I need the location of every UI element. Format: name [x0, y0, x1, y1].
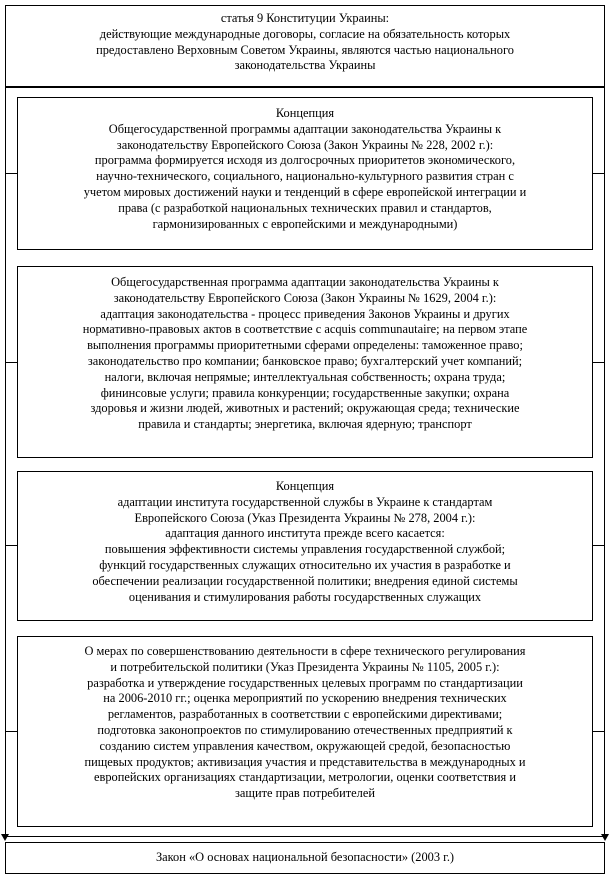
decree-block-4 [17, 636, 593, 827]
block-line: созданию систем управления качеством, окружающей средой, безопасностью [99, 738, 511, 753]
block-line: научно-технического, социального, национально-культурного развития стран с [96, 169, 514, 184]
block-line: Концепция [275, 106, 335, 120]
block-line: О мерах по совершенствованию деятельности в сфере технического регулирования [84, 644, 526, 658]
connector-right [593, 173, 605, 174]
block-line: обеспечении реализации государственной политики; внедрения единой системы [92, 573, 518, 588]
block-line: адаптация данного института прежде всего касается: [165, 526, 445, 541]
connector-left [5, 545, 17, 546]
block-line: повышения эффективности системы управления государственной службой; [104, 542, 506, 557]
block-line: здоровья и жизни людей, животных и растений; окружающая среда; технические [90, 401, 520, 416]
block-line: Концепция [275, 479, 335, 493]
block-line: адаптация законодательства - процесс приведения Законов Украины и других [100, 306, 510, 321]
arrow-down-left [1, 834, 9, 841]
arrow-down-right [601, 834, 609, 841]
header-line: законодательства Украины [234, 58, 376, 73]
footer-text: Закон «О основах национальной безопасности» (2003 г.) [155, 850, 455, 864]
concept-block-3 [17, 471, 593, 621]
header-box [5, 5, 605, 87]
connector-right [593, 362, 605, 363]
block-line: подготовка законопроектов по стимулированию отечественных предприятий к [97, 722, 513, 737]
concept-block-1 [17, 97, 593, 250]
program-block-2 [17, 266, 593, 458]
header-line: статья 9 Конституции Украины: [220, 11, 390, 25]
block-line: Европейского Союза (Указ Президента Украины № 278, 2004 г.): [134, 510, 476, 525]
block-line: законодательству Европейского Союза (Закон Украины № 228, 2002 г.): [116, 137, 494, 152]
block-line: законодательству Европейского Союза (Закон Украины № 1629, 2004 г.): [113, 290, 497, 305]
connector-right [593, 731, 605, 732]
block-line: оценивания и стимулирования работы государственных служащих [128, 589, 482, 604]
connector-right [593, 545, 605, 546]
block-line: защите прав потребителей [235, 786, 375, 801]
block-line: пищевых продуктов; активизация участия и представительства в международных и [84, 754, 526, 769]
block-line: адаптации института государственной службы в Украине к стандартам [117, 494, 493, 509]
block-line: разработка и утверждение государственных целевых программ по стандартизации [87, 675, 523, 690]
block-line: Общегосударственная программа адаптации законодательства Украины к [111, 275, 499, 289]
block-line: программа формируется исходя из долгосрочных приоритетов экономического, [94, 153, 516, 168]
block-line: налоги, включая непрямые; интеллектуальная собственность; охрана труда; [104, 369, 506, 384]
connector-left [5, 731, 17, 732]
connector-left [5, 173, 17, 174]
block-line: выполнения программы приоритетными сферами определены: таможенное право; [87, 338, 523, 353]
block-line: учетом мировых достижений науки и тенденций в сфере европейской интеграции и [83, 184, 527, 199]
block-line: европейских организациях стандартизации, метрологии, оценки соответствия и [94, 770, 516, 785]
block-line: гармонизированных с европейскими и международными) [152, 216, 458, 231]
connector-left [5, 362, 17, 363]
block-line: законодательство про компании; банковское право; бухгалтерский учет компаний; [87, 353, 523, 368]
block-line: права (с разработкой национальных технических правил и стандартов, [118, 200, 492, 215]
footer-box [5, 842, 605, 874]
block-line: на 2006-2010 гг.; оценка мероприятий по ускорению внедрения технических [103, 691, 507, 706]
block-line: правила и стандарты; энергетика, включая ядерную; транспорт [138, 417, 472, 432]
block-line: Общегосударственной программы адаптации законодательства Украины к [108, 121, 502, 136]
block-line: и потребительской политики (Указ Президента Украины № 1105, 2005 г.): [110, 659, 500, 674]
block-line: фининсовые услуги; правила конкуренции; государственные закупки; охрана [100, 385, 510, 400]
header-line: предоставлено Верховным Советом Украины, являются частью национального [96, 42, 514, 57]
block-line: регламентов, разработанных в соответствии с европейскими директивами; [107, 707, 503, 722]
block-line: функций государственных служащих относительно их участия в разработке и [99, 557, 511, 572]
block-line: нормативно-правовых актов в соответствие с acquis communautaire; на первом этапе [82, 322, 528, 337]
header-line: действующие международные договоры, согласие на обязательность которых [99, 26, 511, 41]
